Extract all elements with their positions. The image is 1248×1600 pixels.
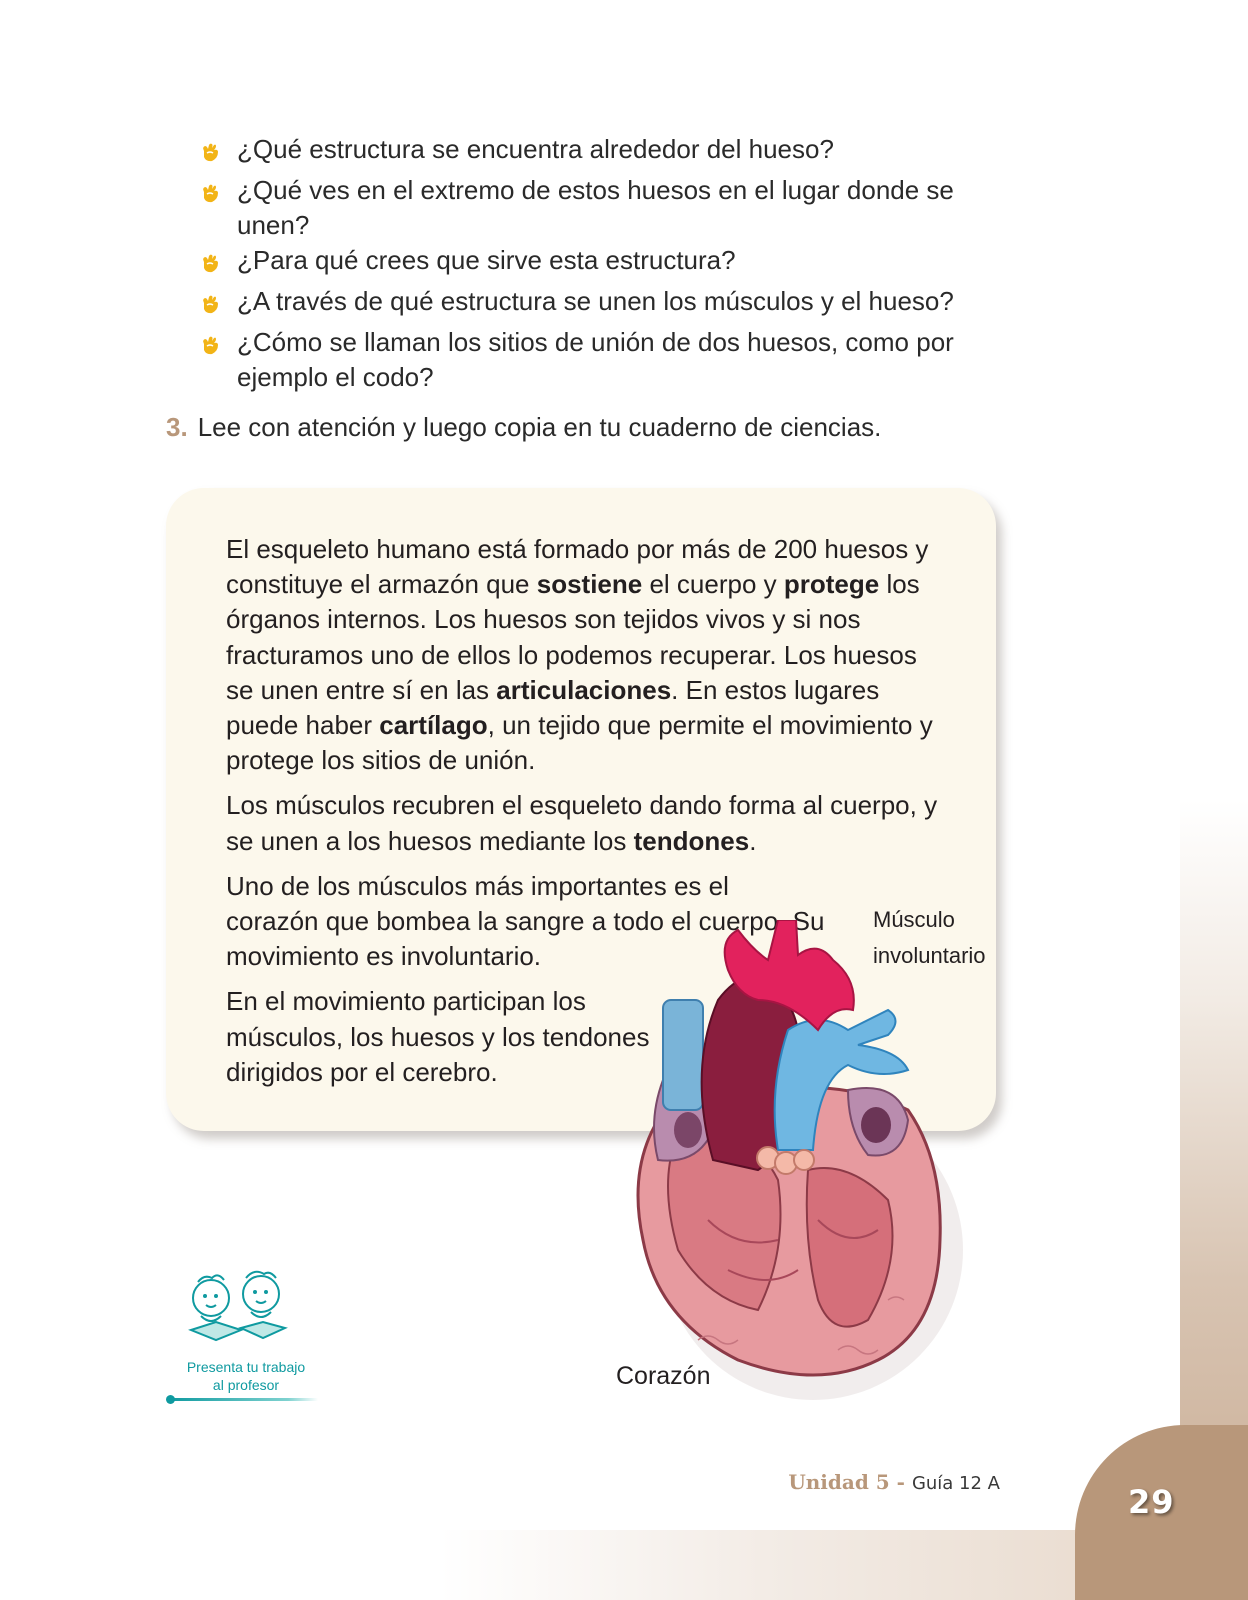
label-line: Músculo: [873, 907, 955, 932]
present-work-text: [166, 1358, 326, 1394]
key-term: tendones: [633, 825, 750, 856]
question-text: ¿Cómo se llaman los sitios de unión de dos huesos, como por ejemplo el codo?: [237, 327, 954, 392]
question-text: ¿Para qué crees que sirve esta estructura?: [237, 245, 736, 275]
question-list: [200, 132, 980, 395]
text-run: los órganos internos. Los huesos son tejidos vivos y si nos fracturamos uno de ellos lo podemos recuperar. Los huesos se unen entre sí en las: [226, 569, 920, 705]
key-term: sostiene: [536, 569, 643, 600]
step-instruction-text: Lee con atención y luego copia en tu cuaderno de ciencias.: [197, 412, 882, 442]
text-run: El esqueleto humano está formado por más de 200 huesos y constituye el armazón que: [226, 534, 929, 600]
children-reading-icon: [166, 1270, 326, 1360]
question-text: ¿Qué ves en el extremo de estos huesos en el lugar donde se unen?: [237, 175, 954, 240]
heart-illustration: [618, 920, 978, 1420]
involuntary-muscle-label: [873, 902, 986, 974]
text-run: .: [749, 825, 757, 856]
present-work-badge: [166, 1270, 326, 1410]
question-item: [200, 243, 980, 284]
reading-paragraph: [226, 788, 946, 858]
question-item: [200, 132, 980, 173]
step-number: 3.: [166, 412, 188, 442]
question-item: [200, 325, 980, 395]
reading-paragraph: [226, 532, 946, 778]
hand-bullet-icon: [200, 173, 237, 214]
heart-label: Corazón: [616, 1362, 711, 1390]
footer-reference: [788, 1470, 1000, 1495]
hand-bullet-icon: [200, 243, 237, 284]
reading-paragraph: En el movimiento participan los músculos, los huesos y los tendones dirigidos por el cerebro.: [226, 986, 650, 1087]
hand-bullet-icon: [200, 132, 237, 173]
step-instruction: [166, 412, 881, 443]
text-run: . En estos lugares puede haber: [226, 674, 880, 741]
hand-bullet-icon: [200, 325, 237, 366]
present-line2: al profesor: [212, 1377, 280, 1393]
text-run: el cuerpo y: [642, 569, 784, 600]
key-term: cartílago: [379, 710, 488, 741]
present-line1: Presenta tu trabajo: [186, 1359, 306, 1375]
hand-bullet-icon: [200, 284, 237, 325]
key-term: protege: [783, 569, 880, 600]
unit-label: Unidad 5: [788, 1470, 890, 1494]
guide-label: Guía 12 A: [911, 1473, 1000, 1494]
key-term: articulaciones: [496, 674, 672, 705]
reading-paragraph: Uno de los músculos más importantes es el corazón que bombea la sangre a todo el cuerpo. Su movimiento es involuntario.: [226, 870, 825, 972]
question-item: [200, 284, 980, 325]
divider-dot: [166, 1395, 175, 1404]
separator: -: [889, 1470, 912, 1494]
question-text: ¿Qué estructura se encuentra alrededor del hueso?: [237, 134, 834, 164]
label-line: involuntario: [873, 943, 986, 968]
question-text: ¿A través de qué estructura se unen los músculos y el hueso?: [237, 286, 954, 316]
text-run: Los músculos recubren el esqueleto dando forma al cuerpo, y se unen a los huesos mediante los: [226, 790, 938, 856]
question-item: [200, 173, 980, 243]
text-run: , un tejido que permite el movimiento y protege los sitios de unión.: [226, 710, 933, 776]
divider: [168, 1398, 318, 1401]
page-number: 29: [1128, 1483, 1175, 1521]
